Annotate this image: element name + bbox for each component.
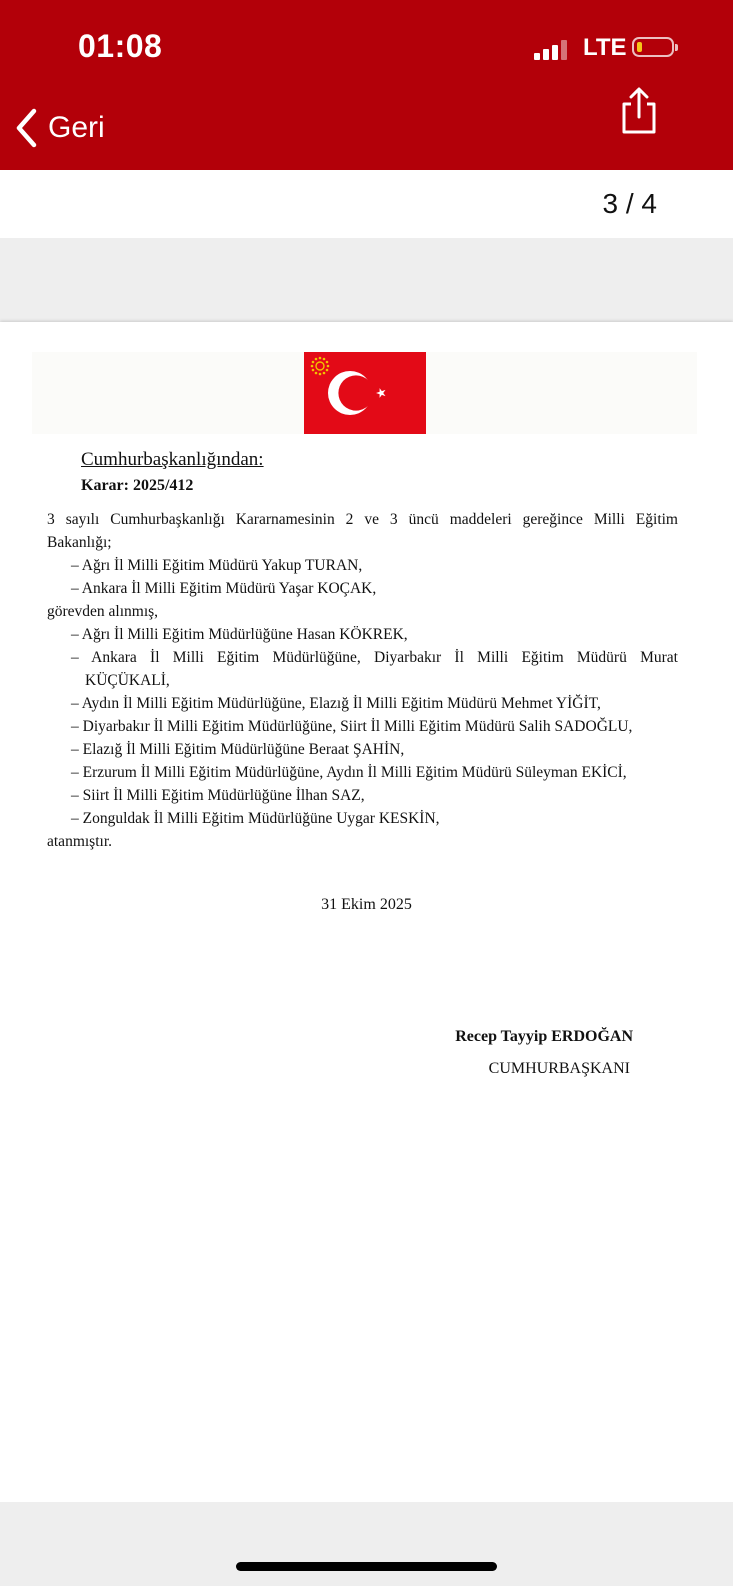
body-line: atanmıştır. [47, 833, 113, 850]
battery-icon [632, 37, 674, 57]
body-line: görevden alınmış, [47, 603, 159, 620]
document-page[interactable] [0, 322, 733, 1502]
signer-name: Recep Tayyip ERDOĞAN [455, 1028, 633, 1045]
body-line: – Ankara İl Milli Eğitim Müdürü Yaşar KOÇAK, [71, 580, 377, 597]
share-button[interactable] [620, 86, 658, 136]
body-line: – Aydın İl Milli Eğitim Müdürlüğüne, Elazığ İl Milli Eğitim Müdürü Mehmet YİĞİT, [71, 695, 601, 712]
page-counter-bar [0, 170, 733, 238]
top-bar [0, 0, 733, 170]
signer-title: CUMHURBAŞKANI [488, 1060, 630, 1077]
body-line: KÜÇÜKALİ, [85, 672, 170, 689]
body-line: – Diyarbakır İl Milli Eğitim Müdürlüğüne, Siirt İl Milli Eğitim Müdürü Salih SADOĞLU, [71, 718, 633, 735]
back-label: Geri [48, 111, 105, 144]
home-indicator[interactable] [236, 1562, 497, 1571]
status-time: 01:08 [78, 28, 163, 64]
share-icon [620, 86, 658, 136]
body-line: – Ağrı İl Milli Eğitim Müdürü Yakup TURAN, [71, 557, 363, 574]
decision-number: Karar: 2025/412 [81, 477, 194, 494]
body-line: 3 sayılı Cumhurbaşkanlığı Kararnamesinin 2 ve 3 üncü maddeleri gereğince Milli Eğitim [47, 511, 678, 528]
chevron-left-icon [14, 108, 38, 148]
turkish-flag-emblem [304, 352, 426, 434]
body-line: – Erzurum İl Milli Eğitim Müdürlüğüne, Aydın İl Milli Eğitim Müdürü Süleyman EKİCİ, [71, 764, 627, 781]
body-line: – Ağrı İl Milli Eğitim Müdürlüğüne Hasan KÖKREK, [71, 626, 408, 643]
network-label: LTE [583, 34, 627, 61]
body-line: Bakanlığı; [47, 534, 112, 551]
body-line: – Ankara İl Milli Eğitim Müdürlüğüne, Diyarbakır İl Milli Eğitim Müdürü Murat [71, 649, 678, 666]
back-button[interactable] [14, 106, 105, 150]
page-counter: 3 / 4 [602, 188, 657, 219]
signal-icon [534, 40, 570, 60]
body-line: – Siirt İl Milli Eğitim Müdürlüğüne İlhan SAZ, [71, 787, 365, 804]
body-line: – Zonguldak İl Milli Eğitim Müdürlüğüne Uygar KESKİN, [71, 810, 440, 827]
document-date: 31 Ekim 2025 [321, 896, 412, 913]
bottom-bar [0, 1502, 733, 1586]
body-line: – Elazığ İl Milli Eğitim Müdürlüğüne Beraat ŞAHİN, [71, 741, 405, 758]
document-heading: Cumhurbaşkanlığından: [81, 449, 264, 470]
